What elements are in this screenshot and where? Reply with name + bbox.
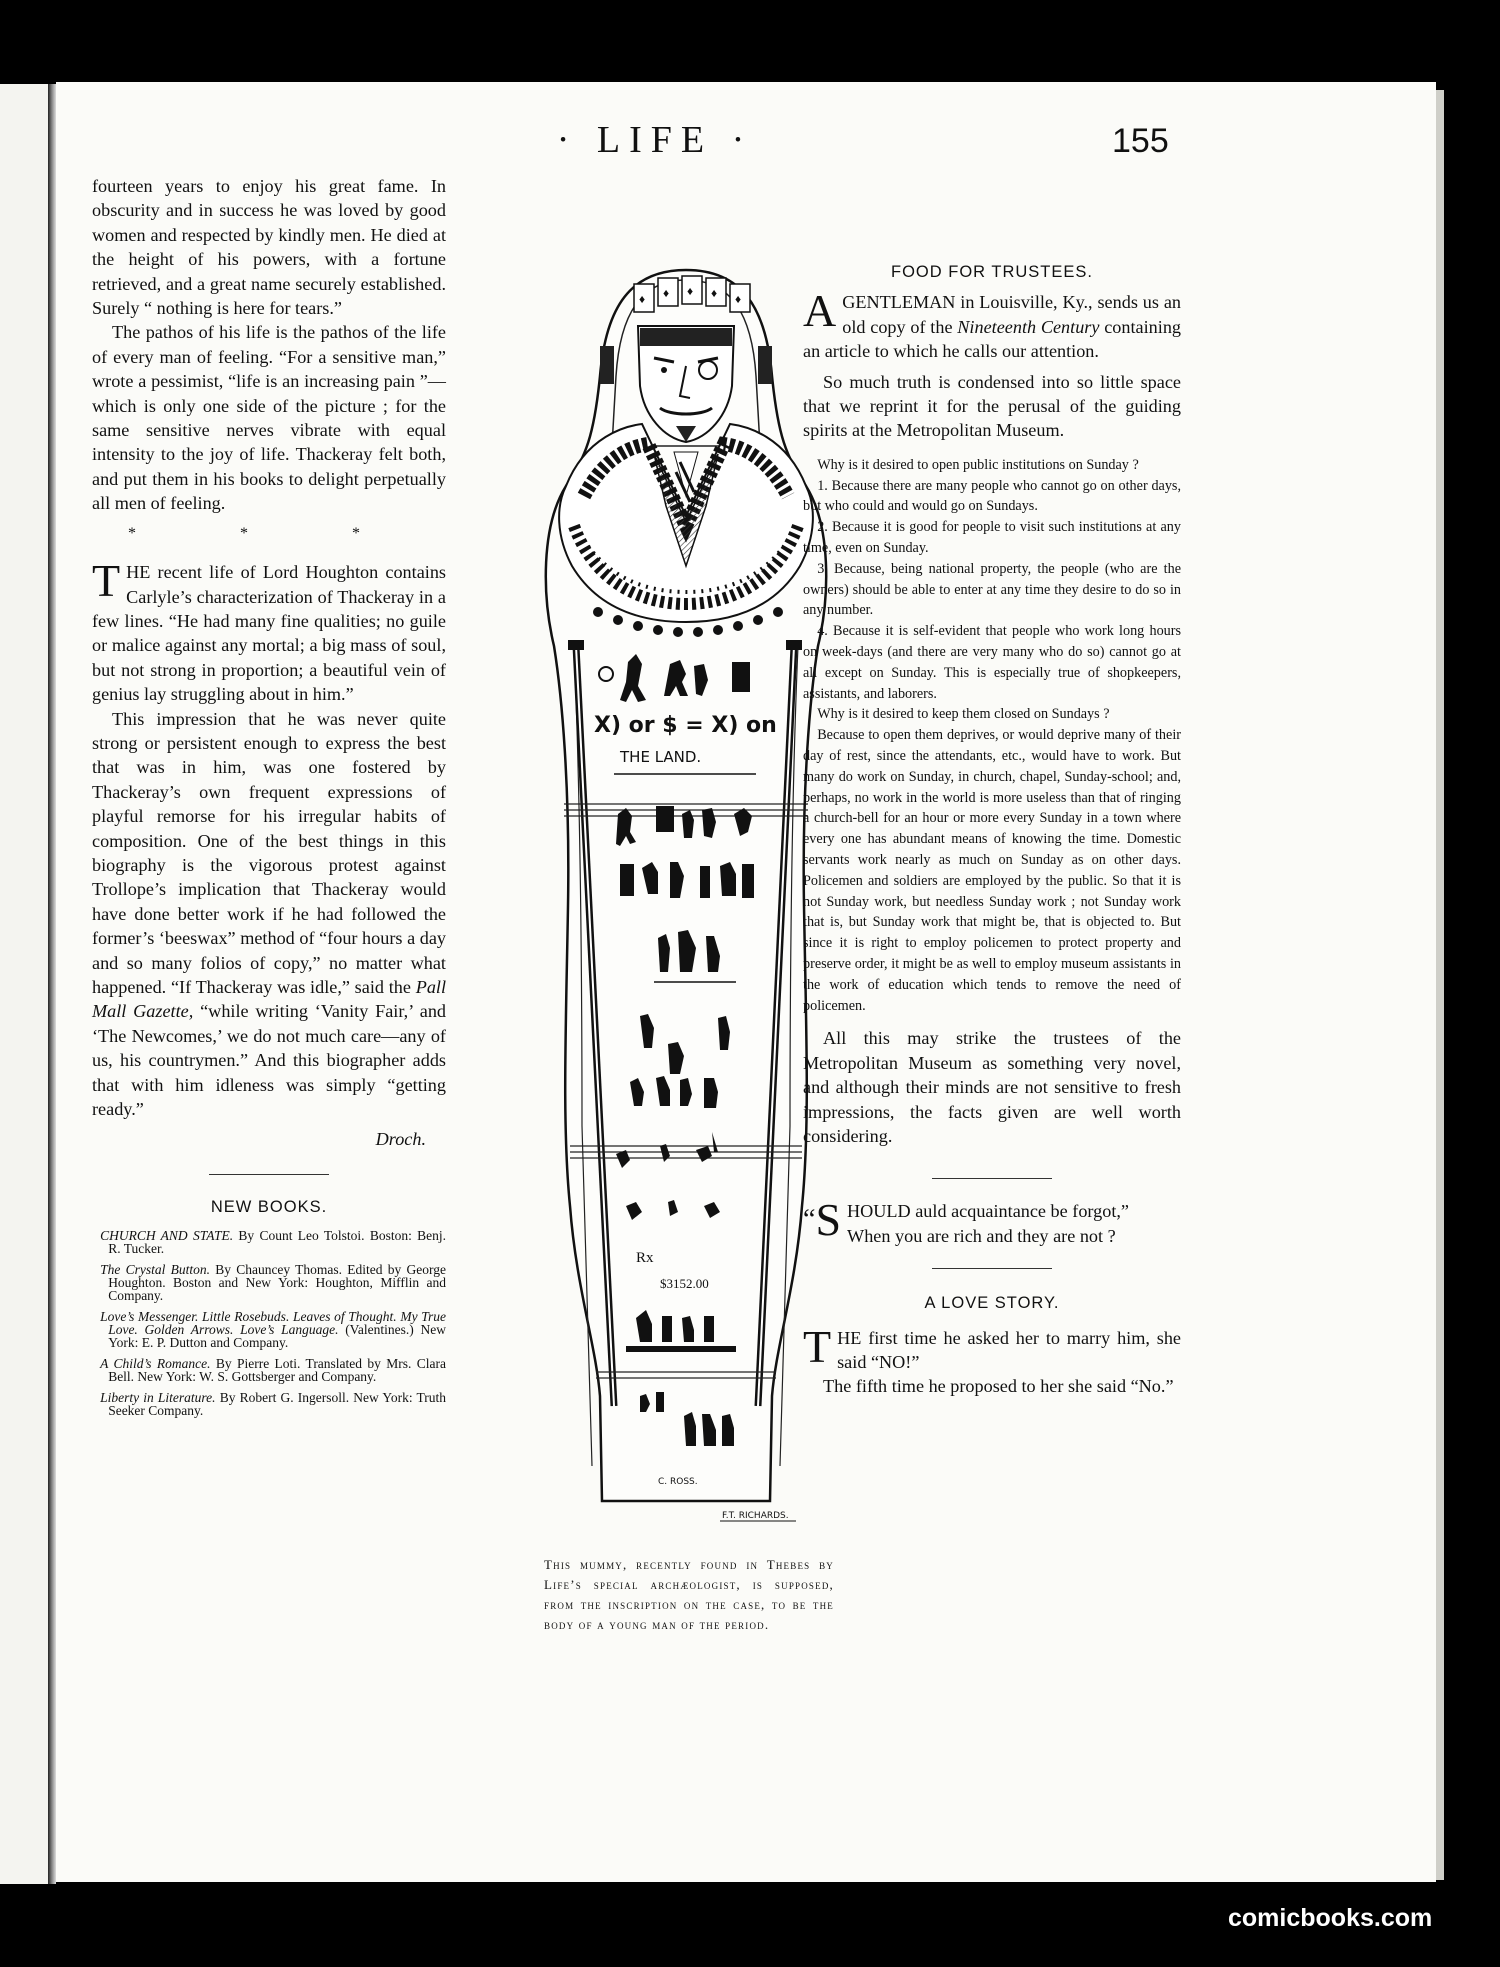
section-divider: * * * <box>128 524 410 542</box>
section-heading: FOOD FOR TRUSTEES. <box>891 263 1093 281</box>
svg-text:♦: ♦ <box>735 292 742 306</box>
svg-text:♦: ♦ <box>711 286 718 300</box>
book-entry: A Child’s Romance. By Pierre Loti. Translated by Mrs. Clara Bell. New York: W. S. Gottsberger and Company. <box>100 1356 447 1385</box>
right-column <box>803 174 1181 1399</box>
paragraph: This impression that he was never quite strong or persistent enough to express the best that was in him, was one fostered by Thackeray’s own frequent expressions of playful remorse for his irregular habits of composition. One of the best things in this biography is the vigorous protest against Trollope’s implication that Thackeray would have done better work if he had followed the former’s ‘beeswax” method of “four hours a day and so many folios of copy,” no matter what happened. “If Thackeray was idle,” said the Pall Mall Gazette, “while writing ‘Vanity Fair,’ and ‘The Newcomes,’ we do not much care—any of us, his countrymen.” And this biographer adds that with him idleness was simply “getting ready.” <box>92 708 447 1120</box>
artist-signature-left: C. ROSS. <box>658 1477 698 1487</box>
paragraph: AGENTLEMAN in Louisville, Ky., sends us an old copy of the Nineteenth Century containing an article to which he calls our attention. <box>803 285 1182 362</box>
paragraph: THE recent life of Lord Houghton contains Carlyle’s characterization of Thackeray in a few lines. “He had many fine qualities; no guile or malice against any mortal; a big mass of soul, but not strong in proportion; a beautiful vein of genius lay struggling about in him.” <box>92 555 446 705</box>
svg-text:X) or $ = X) on: X) or $ = X) on <box>594 713 777 738</box>
left-page-edge <box>0 84 48 1884</box>
answer: 1. Because there are many people who cannot go on other days, but who could and would go on Sundays. <box>803 477 1181 515</box>
svg-text:♦: ♦ <box>687 284 694 298</box>
left-column <box>92 174 446 1425</box>
mummy-case-illustration <box>536 266 836 1526</box>
page-edge <box>1436 90 1444 1880</box>
paragraph: fourteen years to enjoy his great fame. In obscurity and in success he was loved by good women and respected by kindly men. He died at the height of his powers, with a fortune retrieved, and a great name securely established. Surely “ nothing is here for tears.” <box>92 176 446 319</box>
svg-text:♦: ♦ <box>663 286 670 300</box>
question: Why is it desired to keep them closed on Sundays ? <box>817 706 1110 723</box>
answer: 2. Because it is good for people to visit such institutions at any time, even on Sunday. <box>803 519 1181 557</box>
svg-text:$3152.00: $3152.00 <box>660 1276 709 1291</box>
masthead-title: · LIFE · <box>556 119 754 161</box>
book-list <box>92 1229 446 1417</box>
answer: Because to open them deprives, or would deprive many of their day of rest, since the attendants, etc., would have to work. But many do work on Sunday, in church, chapel, Sunday-school; and, perhaps, no work in the world is more useless than that of ringing a church-bell for an hour or more every Sunday in a town where every one has abundant means of knowing the time. Domestic servants work nearly as much on Sunday as on other days. Policemen and soldiers are employed by the public. So that it is not Sunday work, but needless Sunday work ; not Sunday work that is, but Sunday work that might be, that is objected to. But since it is right to employ policemen to protect property and preserve order, it might be as well to employ museum assistants in the work of education which tends to remove the need of policemen. <box>803 727 1181 1014</box>
answer: 3. Because, being national property, the people (who are the owners) should be able to enter at any time they desire to do so in any number. <box>803 560 1181 619</box>
svg-text:THE LAND.: THE LAND. <box>620 748 702 766</box>
question: Why is it desired to open public institutions on Sunday ? <box>817 456 1139 473</box>
watermark: comicbooks.com <box>1228 1904 1433 1932</box>
book-entry: The Crystal Button. By Chauncey Thomas. Edited by George Houghton. Boston and New York: Houghton, Mifflin and Company. <box>100 1262 446 1304</box>
svg-text:Rx: Rx <box>636 1250 654 1266</box>
paragraph: So much truth is condensed into so little space that we reprint it for the perusal of the guiding spirits at the Metropolitan Museum. <box>803 371 1181 441</box>
book-entry: Love’s Messenger. Little Rosebuds. Leaves of Thought. My True Love. Golden Arrows. Love’s Language. (Valentines.) New York: E. P. Dutton and Company. <box>100 1309 447 1351</box>
paragraph: THE first time he asked her to marry him, she said “NO!” <box>803 1320 1181 1373</box>
author-signature: Droch. <box>375 1129 426 1150</box>
drop-cap: A <box>803 285 837 337</box>
book-gutter <box>48 84 56 1884</box>
book-entry: CHURCH AND STATE. By Count Leo Tolstoi. Boston: Benj. R. Tucker. <box>100 1228 446 1257</box>
page-number: 155 <box>1112 122 1169 160</box>
paragraph: The pathos of his life is the pathos of the life of every man of feeling. “For a sensitive man,” wrote a pessimist, “life is an increasing pain ”—which is only one side of the picture ; for the same sensitive nerves vibrate with equal intensity to the joy of life. Thackeray felt both, and put them in his books to delight perpetually all men of feeling. <box>92 322 446 514</box>
paragraph: All this may strike the trustees of the Metropolitan Museum as something very novel, and although their minds are not sensitive to fresh impressions, the facts given are well worth considering. <box>803 1028 1181 1146</box>
divider-rule <box>932 1268 1052 1269</box>
illustration-caption: This mummy, recently found in Thebes by Life’s special archæologist, is supposed, from the inscription on the case, to be the body of a young man of the period. <box>544 1557 834 1632</box>
section-heading: A LOVE STORY. <box>924 1294 1060 1313</box>
answer: 4. Because it is self-evident that people who work long hours on week-days (and there are very many who do so) cannot go at all except on Sunday. This is especially true of shopkeepers, assistants, and laborers. <box>803 623 1181 702</box>
divider-rule <box>932 1178 1052 1179</box>
svg-text:♦: ♦ <box>639 292 646 306</box>
quote: “ S HOULD auld acquaintance be forgot,” <box>803 1194 1129 1246</box>
new-books-heading: NEW BOOKS. <box>210 1197 328 1216</box>
divider-rule <box>209 1174 329 1175</box>
artist-signature-right: F.T. RICHARDS. <box>722 1511 789 1521</box>
quote-line: When you are rich and they are not ? <box>847 1225 1116 1246</box>
paragraph: The fifth time he proposed to her she said “No.” <box>823 1376 1174 1397</box>
book-entry: Liberty in Literature. By Robert G. Ingersoll. New York: Truth Seeker Company. <box>100 1390 446 1419</box>
reprinted-article <box>803 455 1181 1017</box>
drop-cap: T <box>92 555 121 607</box>
